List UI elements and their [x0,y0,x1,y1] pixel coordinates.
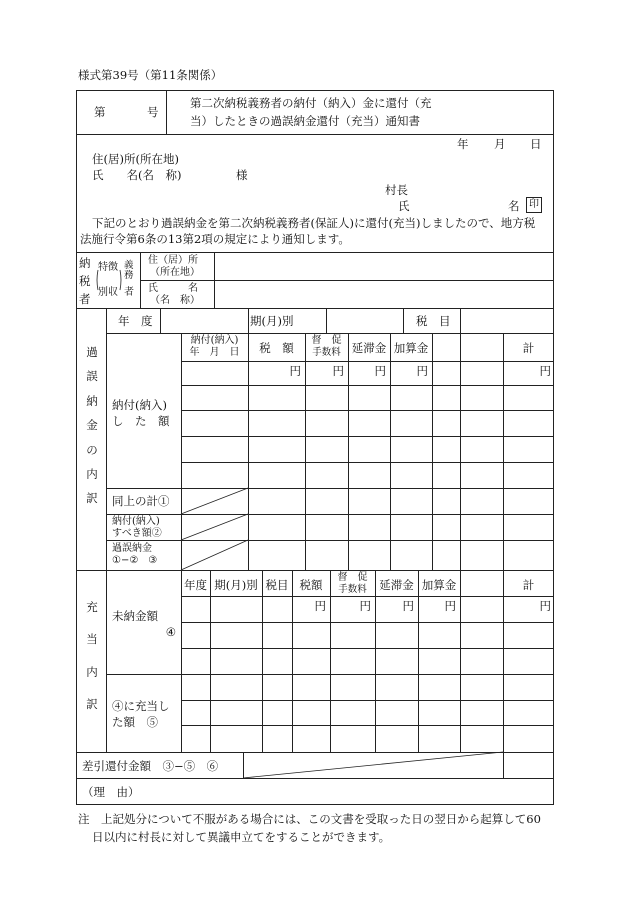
col-paid-date-1: 納付(納入) [190,335,239,346]
col-add: 加算金 [393,341,429,355]
notice-text-line1: 下記のとおり過誤納金を第二次納税義務者(保証人)に還付(充当)しましたので、地方税 [92,216,536,230]
refund-diagonal [243,752,503,778]
number-label-right: 号 [147,105,159,119]
refund-label: 差引還付金額 ③−⑤ ⑥ [82,759,219,773]
form-frame [76,90,554,805]
col-fee-2: 手数料 [312,347,341,358]
document-title-line1: 第二次納税義務者の納付（納入）金に還付（充 [190,96,432,110]
issuer-mei: 名 [508,199,520,213]
special-collection-bottom: 別収 [98,287,118,298]
col-delay: 延滞金 [351,341,387,355]
yen-fee: 円 [332,364,344,378]
yen-delay: 円 [374,364,386,378]
seal-mark: 印 [526,197,542,213]
overpay-label-1: 過誤納金 [112,543,152,554]
note-line1: 注 上記処分について不服がある場合には、この文書を受取った日の翌日から起算して60 [78,812,541,826]
date-day: 日 [530,137,542,151]
alloc-col-delay: 延滞金 [379,578,414,592]
alloc-yen-total: 円 [539,599,551,613]
col-paid-date-2: 年 月 日 [189,347,240,358]
addressee-name-label: 氏 名(名 称) [92,168,182,182]
paid-amount-label-2: し た 額 [112,414,170,428]
col-fee-1: 督 促 [311,335,342,346]
bracket-marks [92,256,138,304]
alloc-col-tax: 税額 [299,578,323,592]
overpaid-side-label: 過 誤 納 金 の 内 訳 [86,345,98,506]
overpay-label-2: ①−② ③ [112,555,158,566]
alloc-col-fee-1: 督 促 [337,572,368,583]
alloc-yen-delay: 円 [402,599,414,613]
alloc-col-year: 年度 [184,578,207,592]
reason-label: （理 由） [82,785,140,799]
col-total: 計 [522,341,535,355]
period-label: 期(月)別 [250,314,294,328]
unpaid-label-1: 未納金額 [112,609,158,623]
yen-add: 円 [416,364,428,378]
issuer-title: 村長 [385,183,408,197]
taxpayer-label-2: 税 [79,274,91,288]
col-tax: 税 額 [259,341,294,355]
number-label-left: 第 [94,105,106,119]
alloc-col-add: 加算金 [421,578,457,592]
allocation-side-label: 充 当 内 訳 [86,600,98,712]
sum-label: 同上の計① [112,494,170,508]
taxpayer-label-3: 者 [79,292,91,306]
taxpayer-name-label-2: （名 称） [150,295,200,306]
taxpayer-name-label-1: 氏 名 [148,283,198,294]
special-collection-top: 特徴 [98,262,118,273]
should-pay-label-1: 納付(納入) [112,516,160,527]
taxpayer-label-1: 納 [79,256,91,270]
alloc-col-fee-2: 手数料 [338,584,367,595]
obligor-bottom: 者 [124,287,134,298]
addressee-address-label: 住(居)所(所在地) [92,152,179,166]
year-label: 年 度 [118,314,153,328]
date-year: 年 [457,137,469,151]
tax-item-label: 税 目 [416,314,451,328]
yen-tax: 円 [289,364,301,378]
applied-label-1: ④に充当し [112,699,170,713]
alloc-col-period: 期(月)別 [214,578,258,592]
issuer-shi: 氏 [398,199,410,213]
applied-label-2: た額 ⑤ [112,715,158,729]
document-title-line2: 当）したときの過誤納金還付（充当）通知書 [190,114,420,128]
form-number: 様式第39号（第11条関係） [78,68,223,82]
addressee-sama: 様 [236,168,248,182]
alloc-yen-tax: 円 [314,599,326,613]
alloc-yen-add: 円 [444,599,456,613]
paid-amount-label-1: 納付(納入) [112,398,167,412]
note-line2: 日以内に村長に対して異議申立てをすることができます。 [92,830,391,844]
should-pay-label-2: すべき額② [112,528,162,539]
obligor-top: 義務 [124,260,134,282]
taxpayer-address-label-1: 住（居）所 [148,255,198,266]
yen-total: 円 [539,364,551,378]
alloc-col-item: 税目 [265,578,289,592]
diagonal-marks [181,488,248,570]
alloc-yen-fee: 円 [359,599,371,613]
notice-text-line2: 法施行令第6条の13第2項の規定により通知します。 [80,232,350,246]
alloc-col-total: 計 [522,578,535,592]
taxpayer-address-label-2: （所在地） [150,267,200,278]
date-month: 月 [494,137,506,151]
unpaid-label-2: ④ [165,625,176,639]
